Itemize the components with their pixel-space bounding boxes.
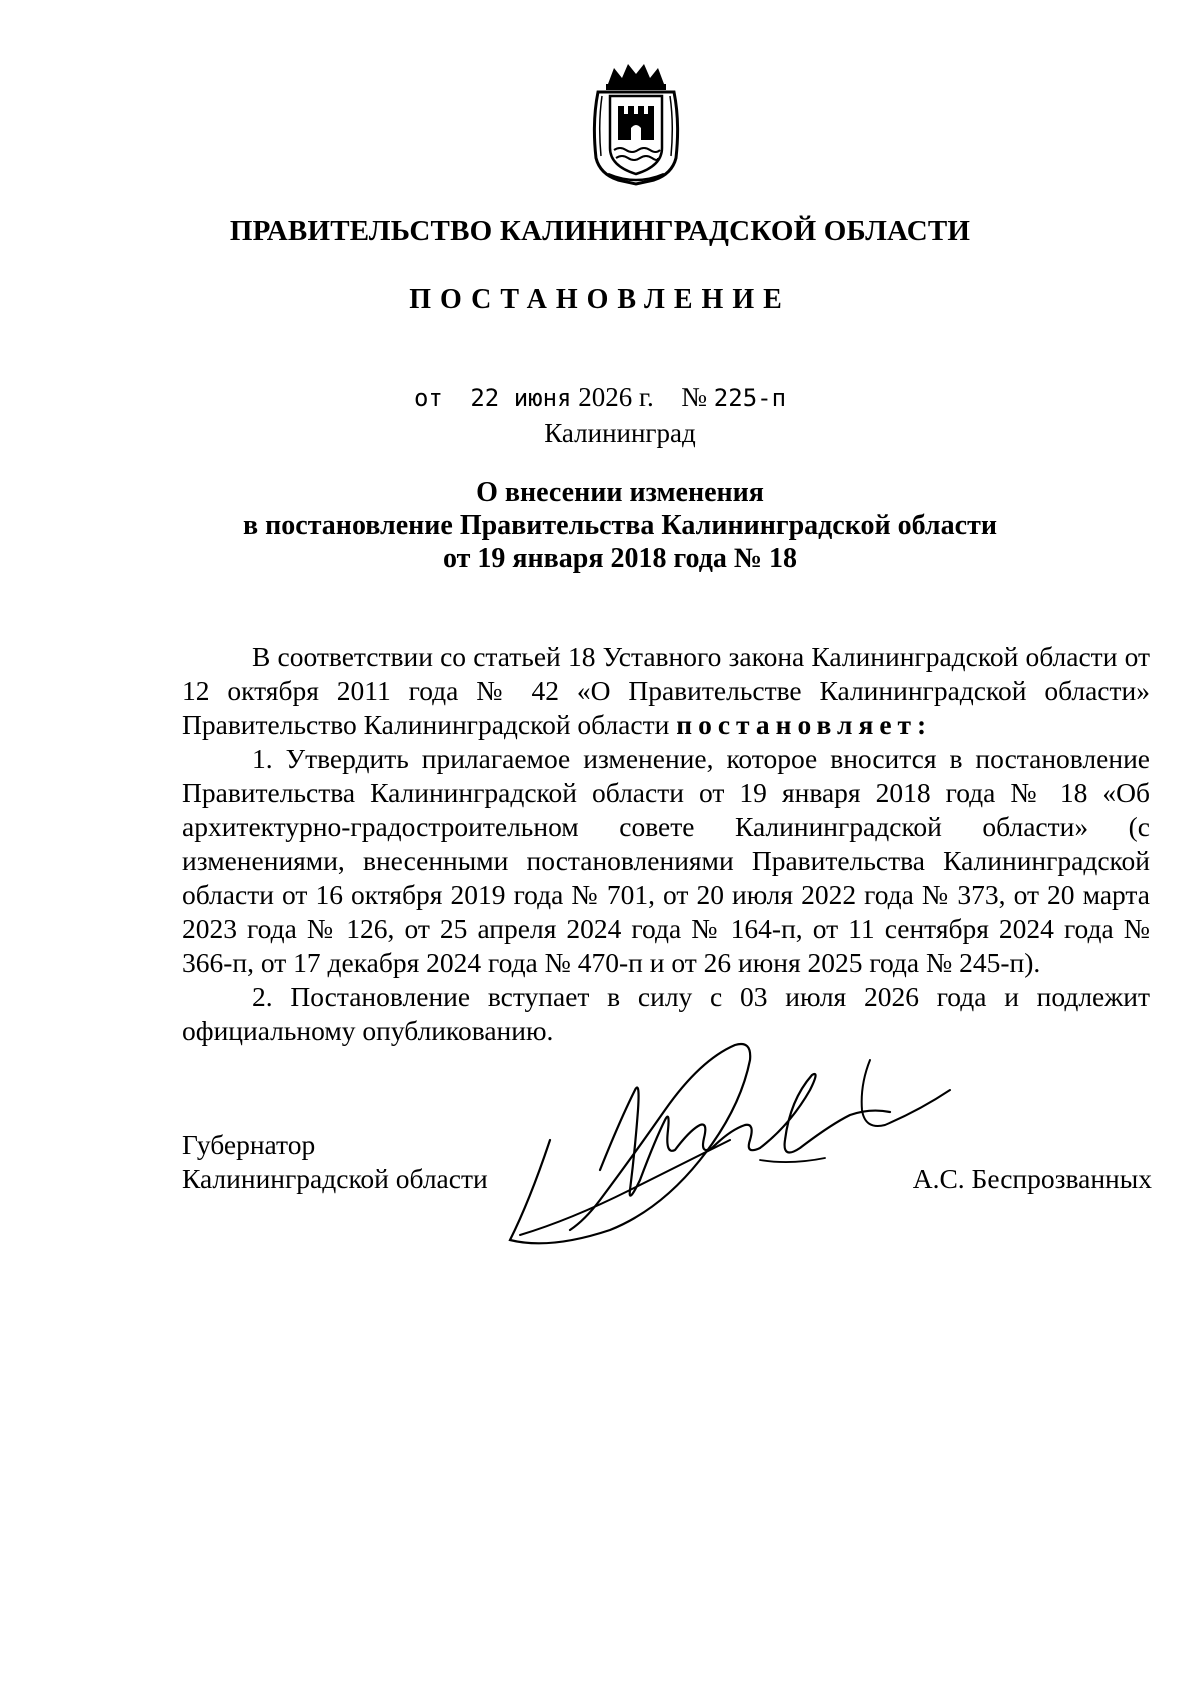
document-body xyxy=(182,640,1150,1048)
government-title: ПРАВИТЕЛЬСТВО КАЛИНИНГРАДСКОЙ ОБЛАСТИ xyxy=(229,215,971,247)
subject-line: в постановление Правительства Калининградской области xyxy=(243,510,997,541)
number-label: № xyxy=(681,382,708,412)
item-1-paragraph: 1. Утвердить прилагаемое изменение, которое вносится в постановление Правительства Калининградской области от 19 января 2018 года № 18 «Об архитектурно-градостроительном совете Калининградской области» (с изменениями, внесенными постановлениями Правительства Калининградской области от 16 октября 2019 года № 701, от 20 июля 2022 года № 373, от 20 марта 2023 года № 126, от 25 апреля 2024 года № 164-п, от 11 сентября 2024 года № 366-п, от 17 декабря 2024 года № 470-п и от 26 июня 2025 года № 245-п). xyxy=(182,743,1150,978)
preamble-verb: постановляет: xyxy=(676,709,933,740)
date-day-month: 22 июня xyxy=(470,384,572,412)
position-line: Губернатор xyxy=(182,1129,316,1160)
city: Калининград xyxy=(544,418,696,448)
from-label: от xyxy=(413,384,443,412)
signatory-position xyxy=(182,1128,488,1196)
subject-line: от 19 января 2018 года № 18 xyxy=(442,543,798,574)
subject-line: О внесении изменения xyxy=(476,477,764,508)
handwritten-signature-icon xyxy=(490,1030,960,1260)
coat-of-arms-icon xyxy=(588,62,684,186)
document-subject xyxy=(0,476,1200,575)
date-number-line xyxy=(0,382,1200,413)
item-2-paragraph: 2. Постановление вступает в силу с 03 июля 2026 года и подлежит официальному опубликованию. xyxy=(182,981,1150,1046)
document-number: 225-п xyxy=(713,384,787,412)
position-line: Калининградской области xyxy=(182,1163,488,1194)
date-year: 2026 г. xyxy=(578,382,654,412)
preamble-paragraph xyxy=(182,640,1150,742)
preamble-text: В соответствии со статьей 18 Уставного закона Калининградской области от 12 октября 2011 года № 42 «О Правительстве Калининградской области» Правительство Калининградской области xyxy=(182,641,1150,740)
signatory-name: А.С. Беспрозванных xyxy=(912,1163,1152,1194)
document-type: ПОСТАНОВЛЕНИЕ xyxy=(409,284,791,315)
